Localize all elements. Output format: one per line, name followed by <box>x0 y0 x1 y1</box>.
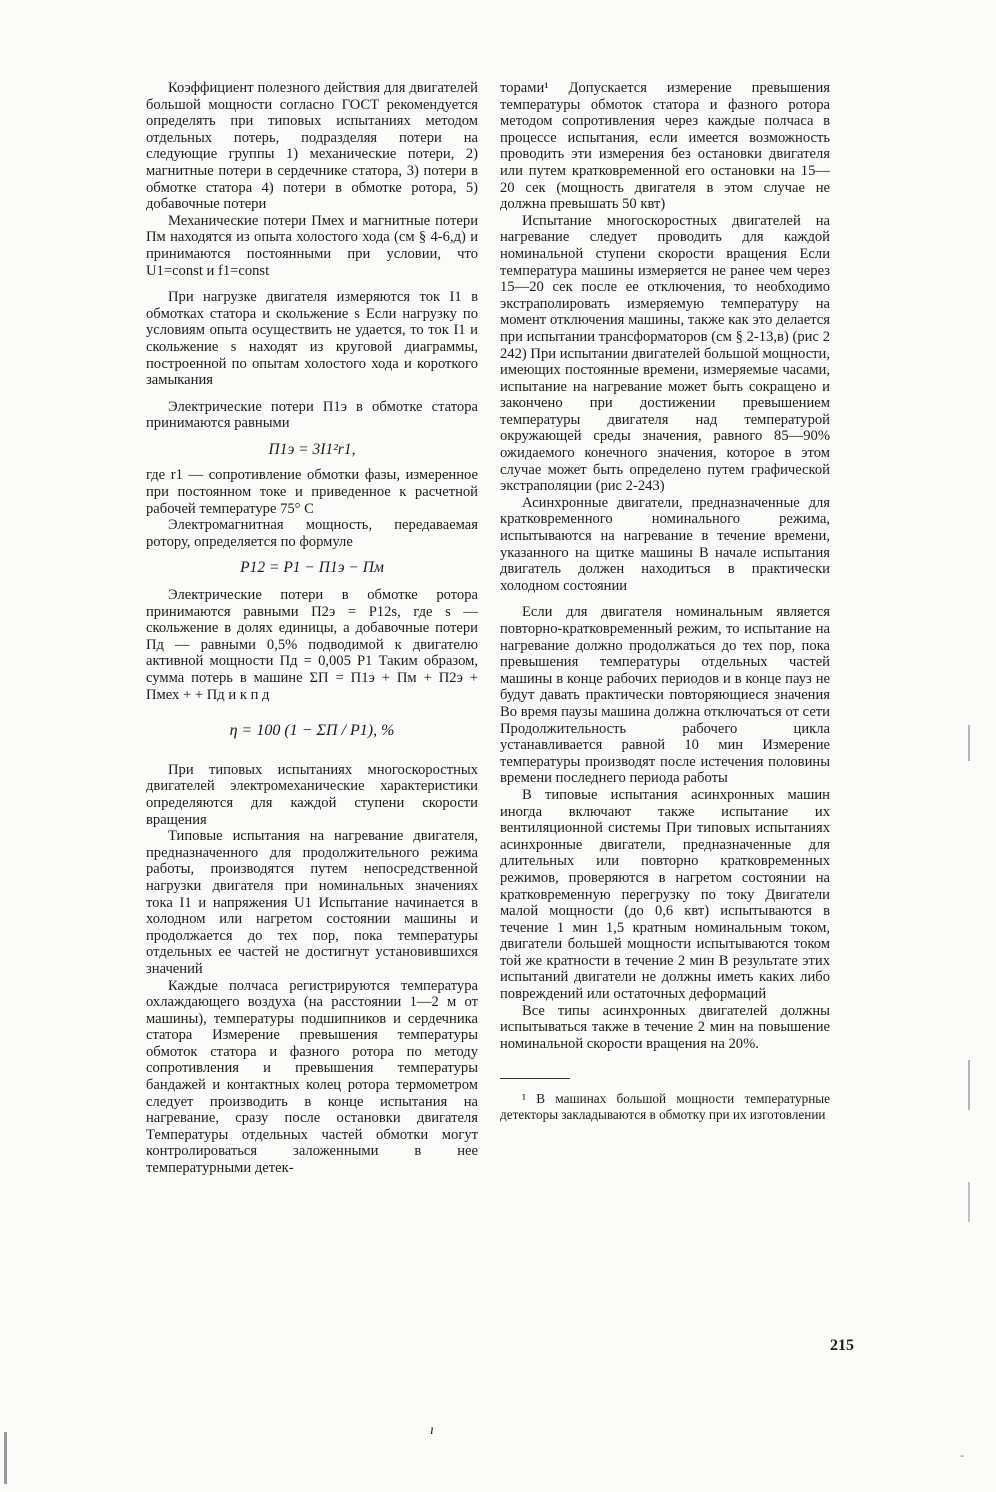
right-column <box>500 80 830 1122</box>
scan-edge-right <box>968 1182 970 1222</box>
paragraph-multispeed-heating: Испытание многоскоростных двигателей на нагревание следует проводить для каждой номинальной ступени скорости вращения Если температура машины измеряется не ранее чем через 15—20 сек после ее отключения, то необходимо экстраполировать измеряемую температуру на момент отключения машины, также как это делается при испытании трансформаторов (см § 2-13,в) (рис 2 242) При испытании двигателей большой мощности, имеющих постоянные времени, измеряемые часами, испытание на нагревание может быть сокращено и закончено при достижении превышением температуры двигателя над температурой окружающей среды значения, равного 85—90% ожидаемого конечного значения, которое в этом случае может быть определено путем графической экстраполяции (рис 2-243) <box>500 212 831 495</box>
scan-edge-left <box>4 1432 7 1484</box>
paragraph-stator-losses: Электрические потери П1э в обмотке статора принимаются равными <box>146 398 478 432</box>
left-column <box>146 80 478 1177</box>
scan-edge-right <box>968 725 970 761</box>
paragraph-overload-tests: В типовые испытания асинхронных машин иногда включают также испытание их вентиляционной системы При типовых испытаниях асинхронные двигатели, предназначенные для длительных или повторно кратковременных режимов, проверяются в нагретом состоянии на кратковременную перегрузку по току Двигатели малой мощности (до 0,6 квт) испытываются в течение 1 мин 1,5 кратным номинальным током, двигатели большей мощности испытываются током той же кратности в течение 2 мин В результате этих испытаний двигатели не должны иметь каких либо повреждений или остаточных деформаций <box>500 786 830 1003</box>
paragraph-overspeed-test: Все типы асинхронных двигателей должны испытываться также в течение 2 мин на повышение номинальной скорости вращения на 20%. <box>500 1002 830 1052</box>
paragraph-winding-resistance: где r1 — сопротивление обмотки фазы, измеренное при постоянном токе и приведенное к расчетной рабочей температуре 75° С <box>146 467 478 517</box>
formula-electromagnetic-power: P12 = P1 − П1э − Пм <box>240 559 384 577</box>
paragraph-efficiency-intro: Коэффициент полезного действия для двигателей большой мощности согласно ГОСТ рекомендуется определять при типовых испытаниях методом отдельных потерь, подразделяя потери на следующие группы 1) механические потери, 2) магнитные потери в сердечнике статора, 3) потери в обмотке статора 4) потери в обмотке ротора, 5) добавочные потери <box>146 80 478 213</box>
paragraph-resistance-method: торами¹ Допускается измерение превышения температуры обмоток статора и фазного ротора методом сопротивления через каждые полчаса в процессе испытания, если имеется возможность проводить эти измерения без остановки двигателя или путем кратковременной его остановки на 15—20 сек (мощность двигателя в этом случае не должна превышать 50 квт) <box>500 80 830 213</box>
paragraph-temperature-registration: Каждые полчаса регистрируются температура охлаждающего воздуха (на расстоянии 1—2 м от машины), температуры подшипников и сердечника статора Измерение превышения температуры обмоток статора и фазного ротора по методу сопротивления и превышения температуры бандажей и контактных колец ротора термометром следует производить в конце испытания на нагревание, сразу после остановки двигателя Температуры отдельных частей обмотки могут контролироваться заложенными в нее температурными детек- <box>146 977 478 1177</box>
paragraph-intermittent-duty: Если для двигателя номинальным является повторно-кратковременный режим, то испытание на нагревание должно продолжаться до тех пор, пока превышения температуры отдельных частей машины в конце рабочих периодов и в конце пауз не будут давать практически повторяющиеся значения Во время паузы машина должна отключаться от сети Продолжительность рабочего цикла устанавливается равной 10 мин Измерение температуры производят после истечения половины времени последнего периода работы <box>500 604 830 787</box>
paragraph-short-time-duty: Асинхронные двигатели, предназначенные для кратковременного номинального режима, испытываются на нагревание в течение времени, указанного на щитке машины В начале испытания двигатель должен находиться в практически холодном состоянии <box>500 494 830 594</box>
paragraph-rotor-losses: Электрические потери в обмотке ротора принимаются равными П2э = P12s, где s — скольжение в долях единицы, а добавочные потери Пд — равными 0,5% подводимой к двигателю активной мощности Пд = 0,005 P1 Таким образом, сумма потерь в машине ΣП = П1э + Пм + П2э + Пмех + + Пд и к п д <box>146 587 478 703</box>
footnote-separator <box>500 1078 570 1079</box>
paragraph-mechanical-losses: Механические потери Пмех и магнитные потери Пм находятся из опыта холостого хода (см § 4-6,д) и принимаются постоянными при условии, что U1=const и f1=const <box>146 212 478 279</box>
scan-speck: - <box>960 1448 964 1462</box>
formula-efficiency: η = 100 (1 − ΣП / P1), % <box>229 722 395 740</box>
bottom-mark: ı <box>430 1423 434 1438</box>
footnote: ¹ В машинах большой мощности температурные детекторы закладываются в обмотку при их изготовлении <box>500 1091 830 1122</box>
paragraph-electromagnetic-power: Электромагнитная мощность, передаваемая ротору, определяется по формуле <box>146 517 478 550</box>
scan-edge-right <box>968 1060 970 1110</box>
paragraph-multispeed-characteristics: При типовых испытаниях многоскоростных двигателей электромеханические характеристики определяются для каждой ступени скорости вращения <box>146 761 478 828</box>
formula-stator-losses: П1э = 3I1²r1, <box>268 440 356 458</box>
paragraph-heating-tests: Типовые испытания на нагревание двигателя, предназначенного для продолжительного режима работы, производятся путем непосредственной нагрузки двигателя при номинальных значениях тока I1 и напряжения U1 Испытание начинается в холодном или нагретом состоянии машины и продолжается до тех пор, пока температуры отдельных ее частей не достигнут установившихся значений <box>146 828 478 977</box>
paragraph-load-current: При нагрузке двигателя измеряются ток I1 в обмотках статора и скольжение s Если нагрузку по условиям опыта осуществить не удается, то ток I1 и скольжение s находят из круговой диаграммы, построенной по опытам холостого хода и короткого замыкания <box>146 289 478 389</box>
page-number: 215 <box>830 1337 854 1354</box>
